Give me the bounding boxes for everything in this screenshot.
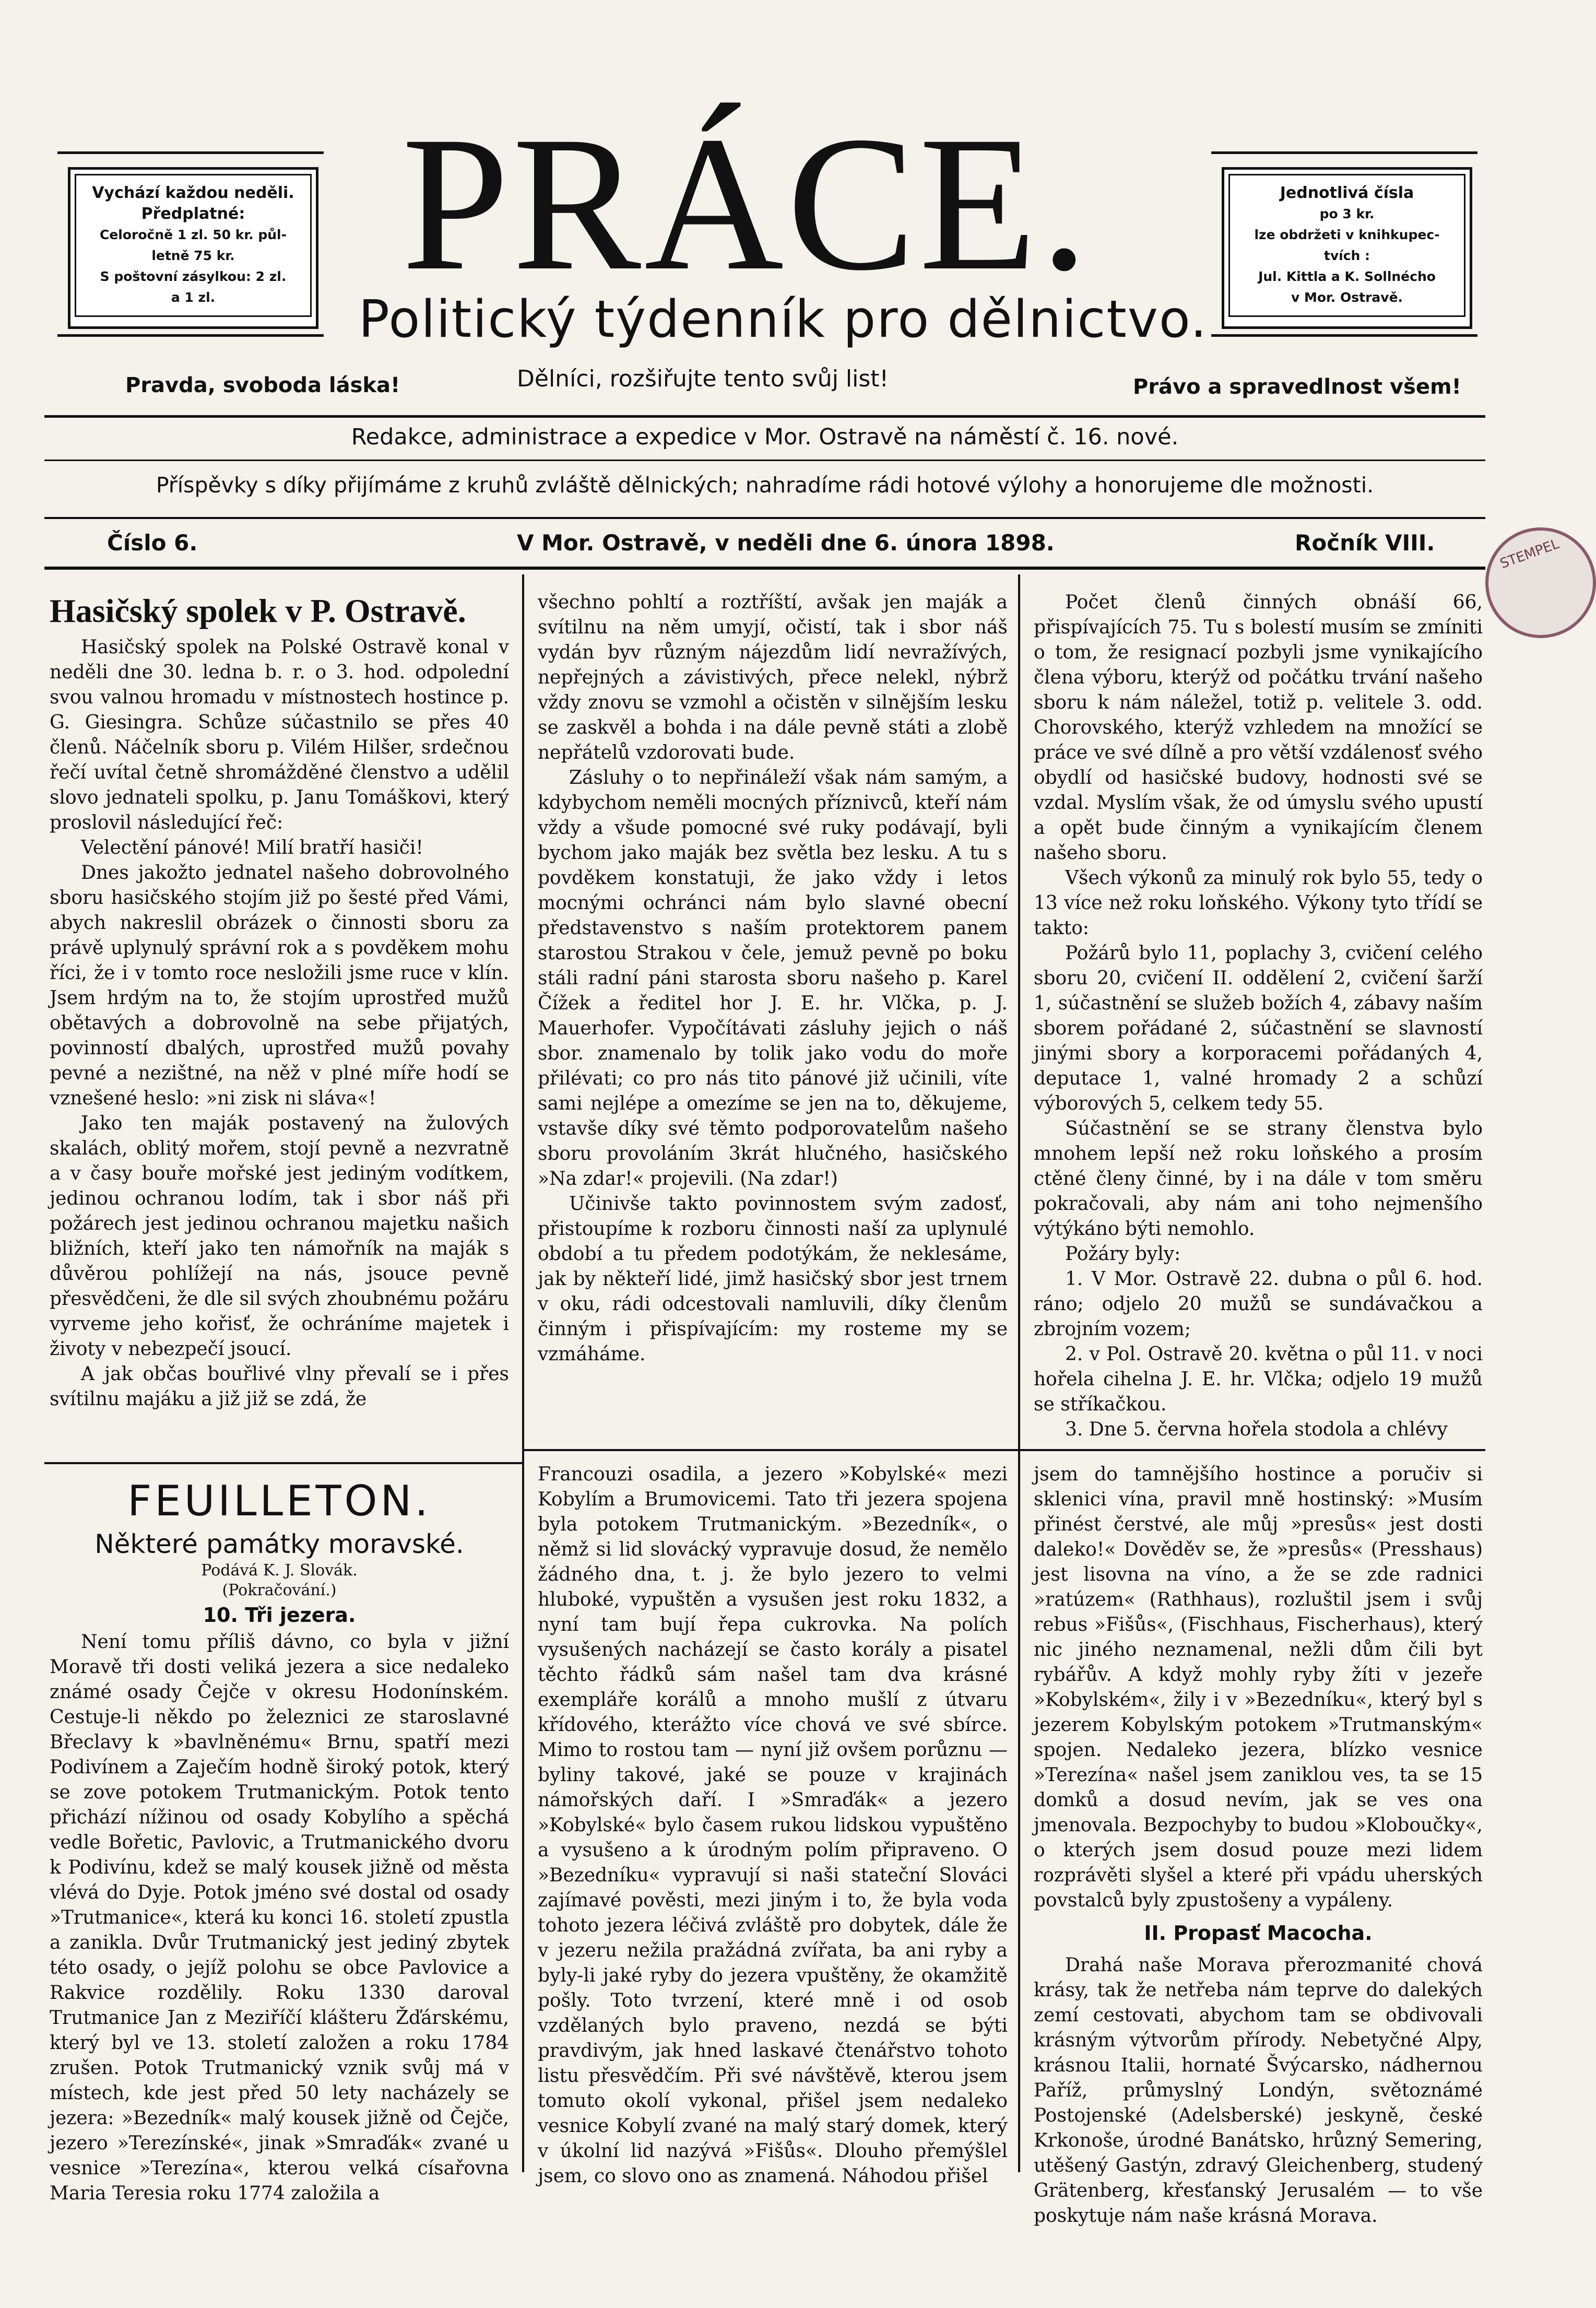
paragraph: Není tomu příliš dávno, co byla v jižní Moravě tři dosti veliká jezera a sice nedaleko známé osady Čejče v okresu Hodonínském. Cestuje-li někdo po železnici ze staroslavné Břeclavy k »bavlněnému« Brnu, spatří mezi Podivínem a Zaječím hodně široký potok, který se zove potokem Trutmanickým. Potok tento přichází nížinou od osady Kobylího a spěchá vedle Bořetic, Pavlovic, a Trutmanického dvoru k Podivínu, kdež se malý kousek jižně od města vlévá do Dyje. Potok jméno své dostal od osady »Trutmanice«, která ku konci 16. století zpustla a zanikla. Dvůr Trutmanický jest jediný zbytek této osady, o jejíž polohu se obce Pavlovice a Rakvice rozdělily. Roku 1330 daroval Trutmanice Jan z Meziříčí klášteru Žďárskému, který byl ve 13. století založen a roku 1784 zrušen. Potok Trutmanický vznik svůj má v místech, kde jest před 50 lety nacházely se jezera: »Bezedník« malý kousek jižně od Čejče, jezero »Terezínské«, jinak »Smraďák« zvané u vesnice »Terezína«, kterou velká císařovna Maria Teresia roku 1774 založila a <box>50 1631 509 2204</box>
box-line: Jul. Kittla a K. Sollnécho <box>1258 269 1436 284</box>
paragraph: Požárů bylo 11, poplachy 3, cvičení celého sboru 20, cvičení II. oddělení 2, cvičení šarží 1, súčastnění se služeb božích 4, zábavy naším sborem pořádané 2, súčastnění se slavností jinými sbory a korporacemi pořádaných 4, deputace 1, valné hromady 2 a schůzí výborových 5, celkem tedy 55. <box>1034 943 1483 1114</box>
motto-right: Právo a spravedlnost všem! <box>1133 375 1461 399</box>
paragraph: Učinivše takto povinnostem svým zadosť, přistoupíme k rozboru činnosti naší za uplynulé období a tu předem podotýkám, že neklesáme, jak by někteří lidé, jimž hasičský sbor jest trnem v oku, rádi odcestovali namluvili, díky členům činným i přispívajícím: my rosteme my se vzmáháme. <box>538 1193 1008 1365</box>
divider <box>44 460 1485 461</box>
subscription-box <box>68 167 318 329</box>
feuilleton-column-3 <box>1034 1462 1483 2227</box>
article-column-3 <box>1034 590 1483 1441</box>
paragraph: Jako ten maják postavený na žulových skalách, oblitý mořem, stojí pevně a nezvratně a v časy bouře mořské jest jediným vodítkem, jedinou ochranou lodím, tak i sbor náš při požárech jest jedinou ochranou majetku našich bližních, kteří jako ten námořník na maják s důvěrou pohlížejí na nás, jsouce pevně přesvědčeni, že dle sil svých zhoubnému požáru vyrveme jeho kořisť, že ochráníme majetek i životy v nebezpečí jsoucí. <box>50 1113 509 1360</box>
article-column-1 <box>50 590 509 1452</box>
box-line: v Mor. Ostravě. <box>1291 290 1403 305</box>
issue-date: V Mor. Ostravě, v neděli dne 6. února 1898. <box>517 530 1055 556</box>
paragraph: Zásluhy o to nepřináleží však nám samým, a kdybychom neměli mocných příznivců, kteří nám vždy a všude pomocné své ruky podávají, byli bychom jako maják bez světla bez lesku. A tu s povděkem konstatuji, že jako vždy i letos mocnými ochránci nám bylo slavné obecní představenstvo s naším protektorem panem starostou Strakou v čele, jemuž pevně po boku stáli radní páni starosta sboru našeho p. Karel Čížek a ředitel hor J. E. hr. Vlčka, p. J. Mauerhofer. Vypočítávati zásluhy jejich o náš sbor. znamenalo by tolik jako vodu do moře přilévati; co pro nás tito pánové již učinili, víte sami nejlépe a omezíme se jen na to, děkujeme, vstavše díky své těmto podporovatelům našeho sboru provoláním 3krát hlučného, hasičského »Na zdar!« projevili. (Na zdar!) <box>538 767 1008 1190</box>
article-heading: Hasičský spolek v P. Ostravě. <box>50 592 466 629</box>
newspaper-subtitle: Politický týdenník pro dělnictvo. <box>358 290 1208 349</box>
paragraph: A jak občas bouřlivé vlny převalí se i přes svítilnu majáku a již již se zdá, že <box>50 1363 509 1410</box>
feuilleton-author: Podává K. J. Slovák. <box>201 1561 358 1580</box>
paragraph: Drahá naše Morava přerozmanité chová krásy, tak že netřeba nám teprve do dalekých zemí cestovati, abychom tam se obdivovali krásným výtvorům přírody. Nebetyčné Alpy, krásnou Italii, hornaté Švýcarsko, nádhernou Paříž, průmyslný Londýn, světoznámé Postojenské (Adelsberské) jeskyně, české Krkonoše, úrodné Banátsko, hrůzný Semering, utěšený Gastýn, zdravý Gleichenberg, studený Grätenberg, křesťanský Jerusalém — to vše poskytuje nám naše krásná Morava. <box>1034 1954 1483 2227</box>
prispevky-line: Příspěvky s díky přijímáme z kruhů zvláště dělnických; nahradíme rádi hotové výlohy a honorujeme dle možnosti. <box>156 473 1374 498</box>
motto-left: Pravda, svoboda láska! <box>125 373 400 397</box>
feuilleton-subtitle: Některé památky moravské. <box>94 1529 464 1559</box>
box-line: Předplatné: <box>141 205 245 223</box>
section-heading: II. Propasť Macocha. <box>1144 1922 1373 1945</box>
column-rule <box>1018 574 1020 2172</box>
column-rule <box>522 574 524 2172</box>
library-stamp <box>1485 527 1596 638</box>
box-frame-bottom <box>1211 334 1477 337</box>
article-column-2 <box>538 590 1008 1441</box>
box-line: S poštovní zásylkou: 2 zl. <box>100 269 287 284</box>
box-line: tvích : <box>1323 248 1370 263</box>
paragraph: Hasičský spolek na Polské Ostravě konal v neděli dne 30. ledna b. r. o 3. hod. odpolední svou valnou hromadu v místnostech hostince p. G. Giesingra. Schůze súčastnilo se přes 40 členů. Náčelník sboru p. Vilém Hilšer, srdečnou řečí uvítal četně shromážděné členstvo a udělil slovo jednateli spolku, p. Janu Tomáškovi, který proslovil následující řeč: <box>50 637 509 833</box>
redakce-line: Redakce, administrace a expedice v Mor. Ostravě na náměstí č. 16. nové. <box>351 424 1179 450</box>
feuilleton-continued: (Pokračování.) <box>222 1581 337 1599</box>
feuilleton-title: FEUILLETON. <box>127 1477 431 1525</box>
divider <box>44 517 1485 519</box>
box-line: a 1 zl. <box>171 290 216 305</box>
paragraph: Počet členů činných obnáší 66, přispívajících 75. Tu s bolestí musím se zmíniti o tom, že resignací pozbyli jsme vynikajícího člena výboru, kterýž od počátku trvání našeho sboru k nám náležel, totiž p. velitele 3. odd. Chorovského, kterýž vzhledem na množící se práce ve své dílně a pro větší vzdálenosť svého obydlí od hasičské budovy, hodnosti své se vzdal. Myslím však, že od úmyslu svého upustí a opět bude činným a vynikajícím členem našeho sboru. <box>1034 592 1483 864</box>
paragraph: 3. Dne 5. června hořela stodola a chlévy <box>1065 1419 1448 1440</box>
box-frame-top <box>1211 151 1477 154</box>
volume: Ročník VIII. <box>1295 530 1435 556</box>
paragraph: všechno pohltí a roztříští, avšak jen maják a svítilnu na něm umyjí, očistí, tak i sbor náš vydán byv různým nájezdům lidí nevražívých, nepřejných a závistivých, přece nelekl, nýbrž vždy znovu se vzmohl a očistěn v silnějším lesku se zaskvěl a bohda i na dále pevně státi a zlobě nepřátelů vzdorovati bude. <box>538 592 1008 763</box>
paragraph: Velectění pánové! Milí bratří hasiči! <box>81 837 423 858</box>
box-frame-top <box>57 151 324 154</box>
sales-box <box>1222 167 1472 329</box>
issue-number: Číslo 6. <box>107 530 198 556</box>
paragraph: jsem do tamnějšího hostince a poručiv si sklenici vína, pravil mně hostinský: »Musím přinést čerstvé, ale můj »presůs« jest dosti daleko!« Dověděv se, že »presůs« (Presshaus) jest lisovna na víno, a že se zde radnici »ratúzem« (Rathhaus), rozluštil jsem i svůj rebus »Fišůs«, (Fischhaus, Fischerhaus), který nic jiného neznamenal, nežli dům čili byt rybářův. A když mohly ryby žíti v jezeře »Kobylském«, žily i v »Bezedníku«, který byl s jezerem Kobylským potokem »Trutmanským« spojen. Nedaleko jezera, blízko vesnice »Terezína« našel jsem zaniklou ves, ta se 15 domků a dosud nevím, jak se ves ona jmenovala. Bezpochyby to budou »Kloboučky«, o kterých jsem dosud pouze mezi lidem rozprávěti slyšel a které při vpádu uherských povstalců byly zpustošeny a vypáleny. <box>1034 1464 1483 1911</box>
feuilleton-column-2 <box>538 1462 1008 2187</box>
box-line: Vychází každou neděli. <box>92 184 294 202</box>
motto-center: Dělníci, rozšiřujte tento svůj list! <box>517 366 889 392</box>
section-heading: 10. Tři jezera. <box>203 1604 356 1627</box>
paragraph: Súčastnění se se strany členstva bylo mnohem lepší než roku loňského a prosím ctěné členy činné, by i na dále v tom směru pokračovali, aby nám ani toho nejmenšího výtýkáno býti nemohlo. <box>1034 1118 1483 1240</box>
stamp-text: STEMPEL <box>1498 536 1562 572</box>
paragraph: Požáry byly: <box>1065 1243 1181 1265</box>
paragraph: 2. v Pol. Ostravě 20. května o půl 11. v noci hořela cihelna J. E. hr. Vlčka; odjelo 19 mužů se stříkačkou. <box>1034 1344 1483 1415</box>
paragraph: Všech výkonů za minulý rok bylo 55, tedy o 13 více než roku loňského. Výkony tyto třídí se takto: <box>1034 867 1483 939</box>
box-frame-bottom <box>57 334 324 337</box>
box-line: Celoročně 1 zl. 50 kr. půl- <box>100 227 287 242</box>
paragraph: Dnes jakožto jednatel našeho dobrovolného sboru hasičského stojím již po šesté před Vámi, abych nakreslil obrázek o činnosti sboru za právě uplynulý správní rok a s povděkem mohu říci, že i v tomto roce nesložili jsme ruce v klín. Jsem hrdým na to, že stojím uprostřed mužů obětavých a dobrovolně na sebe přijatých, povinností dbalých, uprostřed mužů povahy pevné a nezištné, na něž v plné míře hodí se vznešené heslo: »ni zisk ni sláva«! <box>50 862 509 1109</box>
feuilleton-divider <box>522 1449 1485 1451</box>
feuilleton-divider <box>44 1462 522 1464</box>
feuilleton-column-1 <box>50 1475 509 2204</box>
paragraph: 1. V Mor. Ostravě 22. dubna o půl 6. hod. ráno; odjelo 20 mužů se sundávačkou a zbrojním vozem; <box>1034 1268 1483 1340</box>
paragraph: Francouzi osadila, a jezero »Kobylské« mezi Kobylím a Brumovicemi. Tato tři jezera spojena byla potokem Trutmanickým. »Bezedník«, o němž si lid slovácký vypravuje dosud, že nemělo žádného dna, t. j. že bylo jezero to velmi hluboké, vypuštěn a vysušen jest roku 1832, a nyní tam bují řepa cukrovka. Na polích vysušených nacházejí se často korály a pisatel těchto řádků sám našel tam dva krásné exempláře korálů a mnoho mušlí z útvaru křídového, kterážto více chová ve své sbírce. Mimo to rostou tam — nyní již ovšem porůznu — byliny takové, jaké se pouze v krajinách námořských daří. I »Smraďák« a jezero »Kobylské« bylo časem rukou lidskou vypuštěno a vysušeno a k úrodným polím připraveno. O »Bezedníku« vypravují si naši stateční Slováci zajímavé pověsti, mezi jiným i to, že byla voda tohoto jezera léčivá zvláště pro dobytek, dále že v jezeru nežila pražádná zvířata, ba ani ryby a byly-li jaké ryby do jezera vpuštěny, že okamžitě pošly. Toto tvrzení, které mně i od osob vzdělaných bylo praveno, nezdá se býti pravdivým, jak hned laskavé čtenářstvo tohoto listu přesvědčím. Při své návštěvě, kterou jsem tomuto okolí vykonal, přišel jsem nedaleko vesnice Kobylí zvané na malý starý domek, který v úkolní lid nazývá »Fišůs«. Dlouho přemýšlel jsem, co slovo ono as znamená. Náhodou přišel <box>538 1464 1008 2187</box>
box-line: letně 75 kr. <box>151 248 235 263</box>
divider <box>44 567 1485 570</box>
box-line: po 3 kr. <box>1319 206 1375 221</box>
divider <box>44 415 1485 418</box>
box-line: Jednotlivá čísla <box>1280 184 1414 202</box>
box-line: lze obdržeti v knihkupec- <box>1254 227 1440 242</box>
newspaper-title: PRÁCE. <box>401 97 1092 311</box>
